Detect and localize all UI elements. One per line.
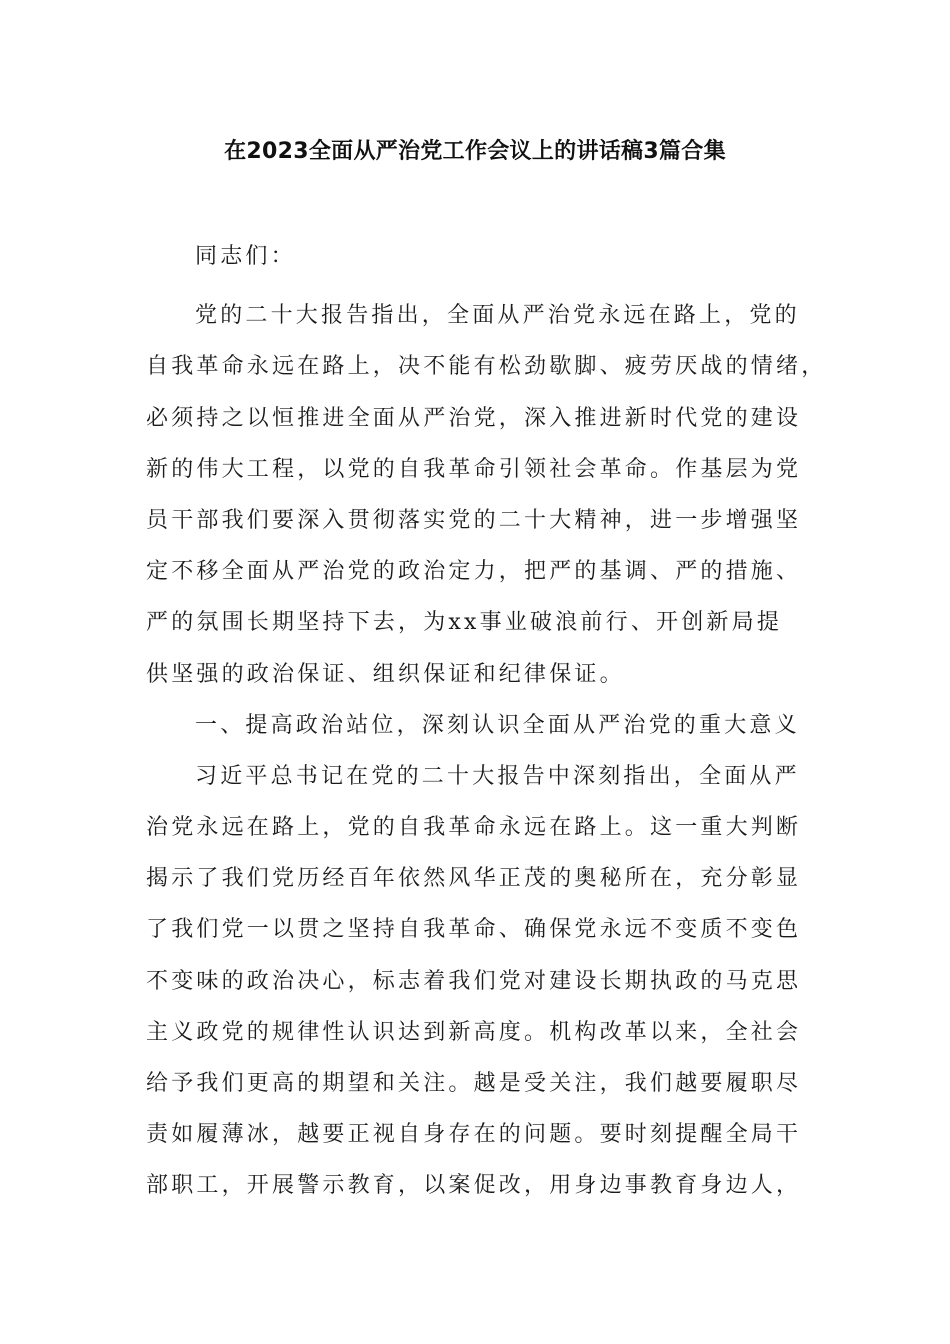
paragraph-line: 新的伟大工程，以党的自我革命引领社会革命。作基层为党 <box>146 456 802 482</box>
paragraph-2 <box>146 751 806 1212</box>
paragraph-spacer <box>146 282 806 290</box>
paragraph-line: 治党永远在路上，党的自我革命永远在路上。这一重大判断 <box>146 815 802 841</box>
paragraph-line: 责如履薄冰，越要正视自身存在的问题。要时刻提醒全局干 <box>146 1122 802 1148</box>
paragraph-line: 给予我们更高的期望和关注。越是受关注，我们越要履职尽 <box>146 1071 802 1096</box>
paragraph-line: 员干部我们要深入贯彻落实党的二十大精神，进一步增强坚 <box>146 507 802 533</box>
paragraph-line: 不变味的政治决心，标志着我们党对建设长期执政的马克思 <box>146 968 802 994</box>
paragraph-line: 定不移全面从严治党的政治定力，把严的基调、严的措施、 <box>146 559 802 585</box>
paragraph-line: 部职工，开展警示教育，以案促改，用身边事教育身边人， <box>146 1173 802 1199</box>
paragraph-line: 了我们党一以贯之坚持自我革命、确保党永远不变质不变色 <box>146 917 802 943</box>
paragraph-line: 党的二十大报告指出，全面从严治党永远在路上，党的 <box>195 303 800 329</box>
paragraph-line: 习近平总书记在党的二十大报告中深刻指出，全面从严 <box>195 763 800 789</box>
document-title: 在2023全面从严治党工作会议上的讲话稿3篇合集 <box>224 139 726 164</box>
paragraph-line: 必须持之以恒推进全面从严治党，深入推进新时代党的建设 <box>146 405 802 431</box>
paragraph-line: 严的氛围长期坚持下去，为xx事业破浪前行、开创新局提 <box>146 610 783 636</box>
paragraph-1 <box>146 290 827 700</box>
salutation: 同志们： <box>195 244 296 269</box>
paragraph-line: 主义政党的规律性认识达到新高度。机构改革以来，全社会 <box>146 1019 802 1045</box>
section-heading: 一、提高政治站位，深刻认识全面从严治党的重大意义 <box>195 712 800 738</box>
document-body <box>146 231 827 1212</box>
paragraph-line: 自我革命永远在路上，决不能有松劲歇脚、疲劳厌战的情绪， <box>146 354 827 380</box>
paragraph-line: 供坚强的政治保证、组织保证和纪律保证。 <box>146 661 625 687</box>
paragraph-line: 揭示了我们党历经百年依然风华正茂的奥秘所在，充分彰显 <box>146 866 802 892</box>
